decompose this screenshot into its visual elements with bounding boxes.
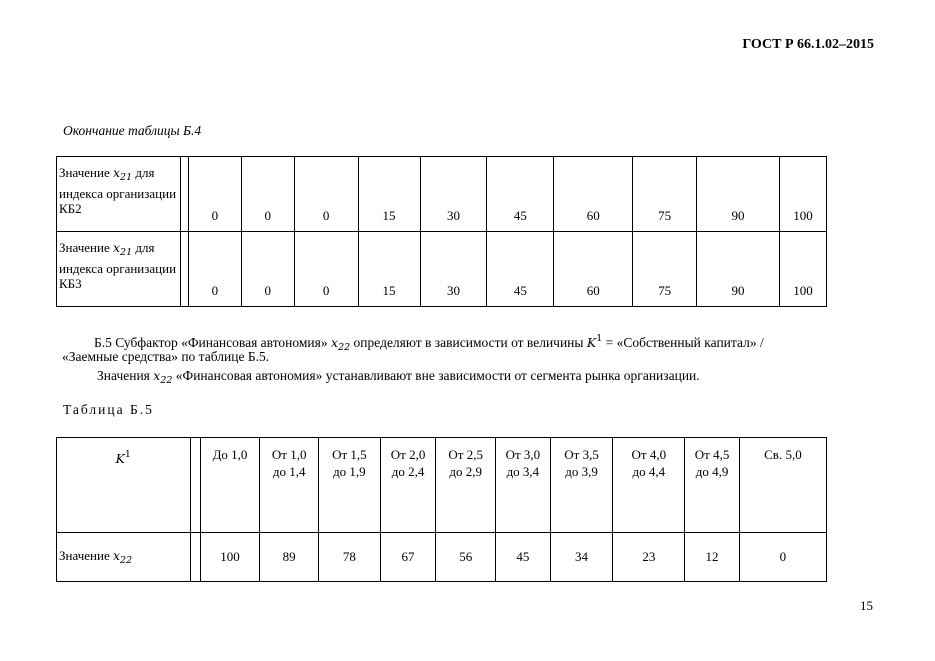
- column-header-range: От 4,5 до 4,9: [685, 438, 740, 533]
- table-cell: 45: [487, 232, 554, 307]
- table-continuation-caption: Окончание таблицы Б.4: [63, 123, 202, 138]
- table-cell: 89: [260, 533, 319, 582]
- column-header-range: От 1,5 до 1,9: [319, 438, 381, 533]
- divider-cell: [190, 438, 200, 533]
- table-cell: 67: [380, 533, 436, 582]
- table-cell: 0: [739, 533, 826, 582]
- divider-cell: [180, 157, 188, 232]
- table-cell: 34: [550, 533, 613, 582]
- column-header-range: От 3,0 до 3,4: [496, 438, 551, 533]
- row-label-kb3: Значение $x_{21}$ для индекса организации КБ3: [57, 232, 181, 307]
- table-cell: 23: [613, 533, 685, 582]
- divider-cell: [190, 533, 200, 582]
- table-cell: 30: [420, 157, 487, 232]
- column-header-range: От 2,5 до 2,9: [436, 438, 496, 533]
- column-header-range: От 1,0 до 1,4: [260, 438, 319, 533]
- table-cell: 75: [633, 157, 697, 232]
- table-cell: 0: [188, 232, 241, 307]
- table-b4-end: [56, 156, 827, 307]
- table-cell: 100: [779, 157, 826, 232]
- paragraph-b5-definition: Б.5 Субфактор «Финансовая автономия» $x_{22}$ определяют в зависимости от величины $K^1$ = «Собственный капитал» /: [94, 333, 764, 353]
- column-header-k1: $K^1$: [57, 438, 191, 533]
- table-cell: 0: [188, 157, 241, 232]
- table-cell: 56: [436, 533, 496, 582]
- column-header-range: До 1,0: [200, 438, 260, 533]
- document-code: ГОСТ Р 66.1.02–2015: [742, 37, 874, 52]
- column-header-range: Св. 5,0: [739, 438, 826, 533]
- table-cell: 12: [685, 533, 740, 582]
- table-cell: 75: [633, 232, 697, 307]
- column-header-range: От 2,0 до 2,4: [380, 438, 436, 533]
- table-cell: 45: [496, 533, 551, 582]
- table-cell: 15: [358, 232, 420, 307]
- column-header-range: От 3,5 до 3,9: [550, 438, 613, 533]
- page-number: 15: [860, 598, 873, 613]
- row-label-x22: Значение $x_{22}$: [57, 533, 191, 582]
- divider-cell: [180, 232, 188, 307]
- table-cell: 100: [779, 232, 826, 307]
- paragraph-b5-note: Значения $x_{22}$ «Финансовая автономия» устанавливают вне зависимости от сегмента рынка организации.: [97, 368, 700, 386]
- row-label-kb2: Значение $x_{21}$ для индекса организации КБ2: [57, 157, 181, 232]
- table-row: [57, 533, 827, 582]
- table-b5-label: Таблица Б.5: [63, 402, 154, 417]
- table-cell: 78: [319, 533, 381, 582]
- table-b5: [56, 437, 827, 582]
- column-header-range: От 4,0 до 4,4: [613, 438, 685, 533]
- table-cell: 15: [358, 157, 420, 232]
- table-cell: 0: [241, 157, 294, 232]
- table-row: [57, 157, 827, 232]
- table-cell: 100: [200, 533, 260, 582]
- table-cell: 0: [294, 232, 358, 307]
- table-cell: 0: [294, 157, 358, 232]
- paragraph-b5-continuation: «Заемные средства» по таблице Б.5.: [62, 349, 270, 364]
- table-row: [57, 232, 827, 307]
- table-cell: 45: [487, 157, 554, 232]
- table-cell: 90: [697, 232, 780, 307]
- table-cell: 60: [554, 157, 633, 232]
- table-header-row: [57, 438, 827, 533]
- table-cell: 60: [554, 232, 633, 307]
- table-cell: 90: [697, 157, 780, 232]
- table-cell: 0: [241, 232, 294, 307]
- table-cell: 30: [420, 232, 487, 307]
